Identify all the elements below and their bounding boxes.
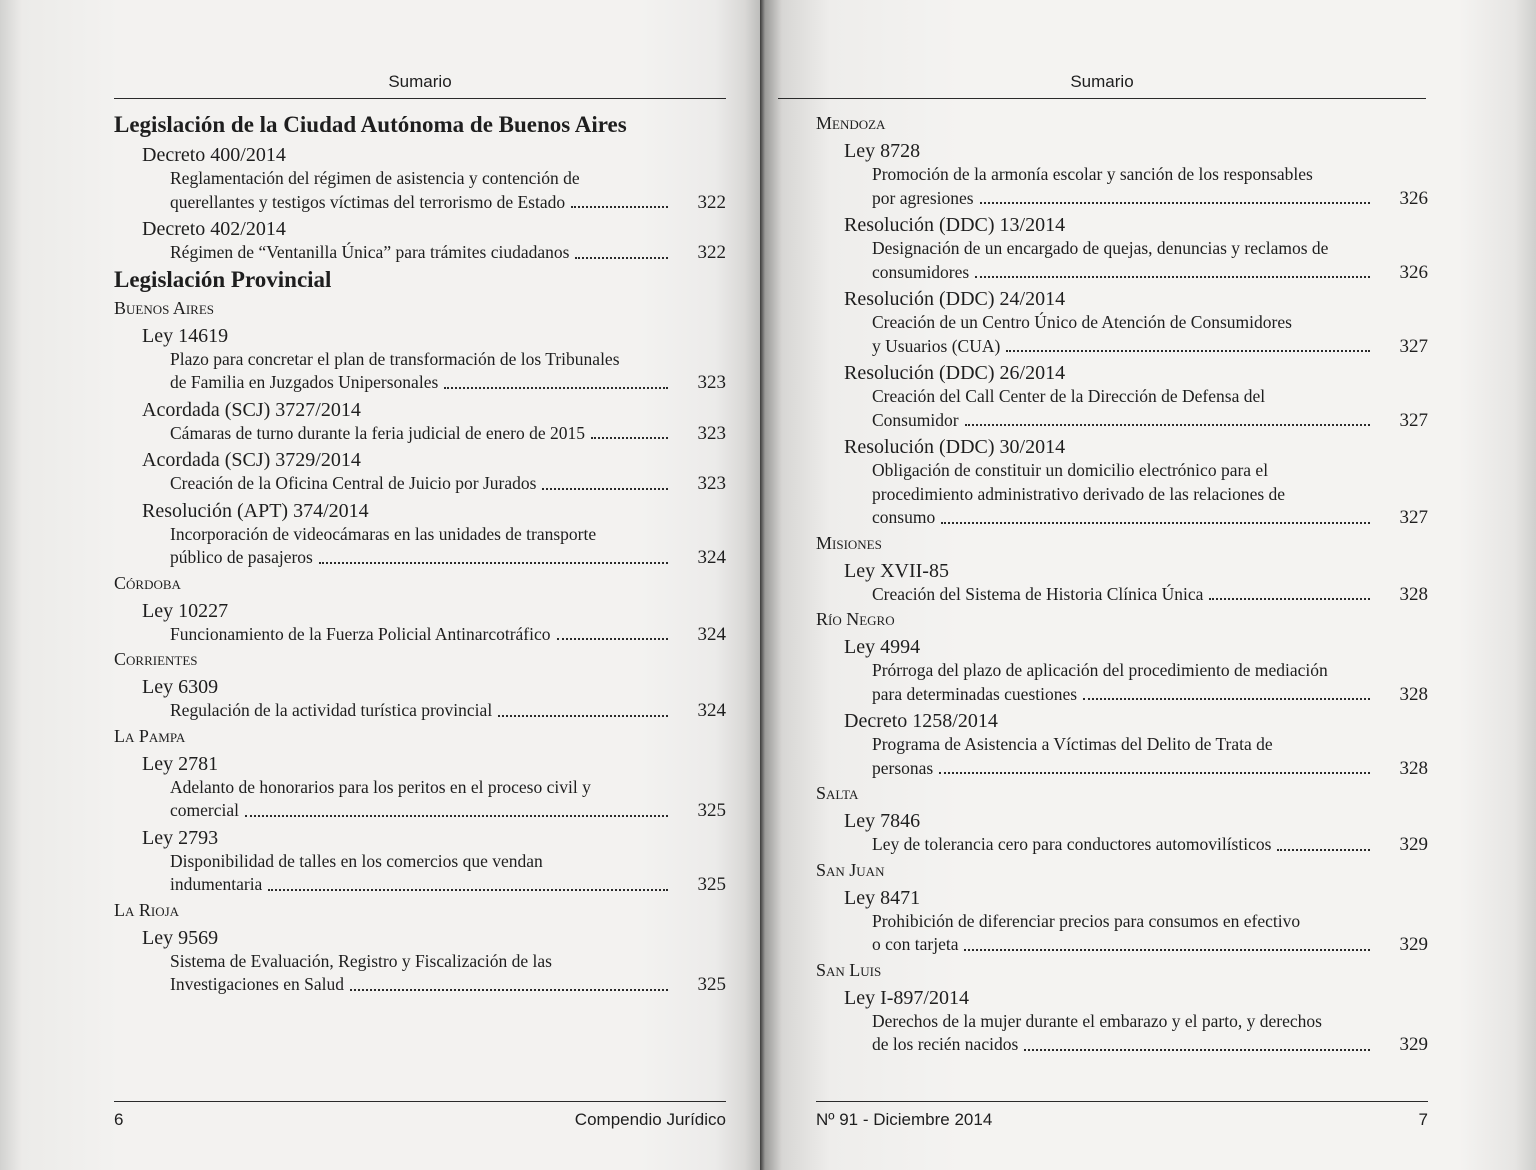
entry-line: consumidores [872, 261, 970, 282]
issue-date: Nº 91 - Diciembre 2014 [816, 1110, 993, 1129]
norm-title: Resolución (DDC) 30/2014 [844, 436, 1066, 458]
page-header: Sumario [114, 72, 726, 99]
toc-entry [872, 163, 1428, 210]
entry-line: Obligación de constituir un domicilio electrónico para el [872, 460, 1269, 480]
norm-title: Ley 8728 [844, 140, 921, 162]
entry-last-line [872, 261, 1428, 285]
dot-leader [941, 522, 1370, 524]
page-reference: 324 [697, 700, 726, 721]
province-heading: Salta [816, 783, 859, 803]
province-heading: San Juan [816, 859, 885, 880]
entry-line: Prohibición de diferenciar precios para consumos en efectivo [872, 910, 1301, 931]
page-reference: 329 [1399, 1034, 1428, 1055]
entry-line: Promoción de la armonía escolar y sanción de los responsables [872, 164, 1313, 184]
entry-last-line [170, 422, 726, 446]
norm-title: Decreto 400/2014 [142, 144, 286, 166]
toc-entry [170, 776, 726, 823]
entry-line: para determinadas cuestiones [872, 683, 1078, 704]
entry-line: Plazo para concretar el plan de transformación de los Tribunales [170, 348, 620, 369]
page-reference: 327 [1399, 409, 1428, 431]
page-number: 7 [1418, 1110, 1428, 1129]
province-heading: Corrientes [114, 649, 198, 669]
dot-leader [268, 889, 668, 891]
norm-title: Resolución (DDC) 26/2014 [844, 362, 1066, 384]
dot-leader [444, 387, 668, 389]
dot-leader [965, 424, 1370, 426]
entry-line: Creación de la Oficina Central de Juicio por Jurados [170, 473, 537, 493]
dot-leader [1277, 849, 1370, 851]
page-reference: 326 [1399, 187, 1428, 209]
entry-line: Consumidor [872, 409, 959, 430]
toc-entry [170, 472, 726, 496]
section-heading: Legislación Provincial [114, 266, 332, 292]
page-footer [114, 1101, 726, 1138]
page-reference: 325 [697, 874, 726, 895]
province-heading: Río Negro [816, 609, 895, 629]
entry-line: consumo [872, 507, 936, 527]
page-number: 6 [114, 1110, 124, 1129]
entry-line: Funcionamiento de la Fuerza Policial Antinarcotráfico [170, 623, 551, 644]
page-reference: 324 [697, 547, 726, 568]
entry-line: Designación de un encargado de quejas, denuncias y reclamos de [872, 238, 1329, 258]
toc-entry [170, 348, 726, 395]
toc-entry [170, 950, 726, 997]
entry-last-line [170, 623, 726, 647]
entry-last-line [170, 241, 726, 265]
norm-title: Acordada (SCJ) 3727/2014 [142, 398, 361, 421]
toc-entry [872, 910, 1428, 957]
norm-title: Resolución (DDC) 13/2014 [844, 214, 1066, 236]
entry-line: personas [872, 757, 934, 778]
page-reference: 328 [1399, 683, 1428, 705]
province-heading: San Luis [816, 959, 882, 980]
dot-leader [571, 206, 668, 208]
page-reference: 322 [697, 191, 726, 213]
toc-entry [170, 167, 726, 214]
entry-line: comercial [170, 800, 239, 820]
entry-line: Creación de un Centro Único de Atención de Consumidores [872, 312, 1292, 332]
entry-last-line [170, 472, 726, 496]
norm-title: Ley 2793 [142, 826, 219, 849]
dot-leader [1024, 1049, 1370, 1051]
norm-title: Ley 7846 [844, 810, 921, 832]
entry-line: Investigaciones en Salud [170, 974, 344, 994]
norm-title: Ley 10227 [142, 599, 229, 622]
norm-title: Ley I-897/2014 [844, 986, 969, 1009]
page-reference: 323 [697, 372, 726, 393]
page-reference: 325 [697, 800, 726, 821]
page-reference: 324 [697, 623, 726, 645]
entry-last-line [872, 506, 1428, 530]
toc-entry [872, 1010, 1428, 1057]
entry-line: Disponibilidad de talles en los comercios que vendan [170, 850, 543, 871]
entry-last-line [170, 873, 726, 897]
entry-line: Prórroga del plazo de aplicación del procedimiento de mediación [872, 660, 1328, 680]
dot-leader [591, 437, 668, 439]
toc-entry [872, 311, 1428, 358]
entry-line: Incorporación de videocámaras en las unidades de transporte [170, 523, 597, 544]
entry-line: y Usuarios (CUA) [872, 335, 1001, 356]
province-heading: Córdoba [114, 572, 181, 593]
table-of-contents [114, 110, 726, 997]
page-reference: 323 [697, 422, 726, 444]
page-reference: 328 [1399, 583, 1428, 605]
norm-title: Resolución (APT) 374/2014 [142, 499, 369, 522]
toc-entry [170, 422, 726, 446]
norm-title: Resolución (DDC) 24/2014 [844, 288, 1066, 310]
dot-leader [1083, 698, 1370, 700]
entry-line: de Familia en Juzgados Unipersonales [170, 372, 439, 392]
entry-last-line [872, 683, 1428, 707]
entry-last-line [170, 546, 726, 570]
entry-line: indumentaria [170, 874, 263, 894]
entry-line: Reglamentación del régimen de asistencia y contención de [170, 168, 580, 188]
norm-title: Ley 6309 [142, 676, 219, 698]
toc-entry [872, 833, 1428, 857]
entry-last-line [170, 191, 726, 215]
entry-line: Ley de tolerancia cero para conductores automovilísticos [872, 834, 1272, 854]
publication-title: Compendio Jurídico [574, 1110, 726, 1129]
entry-line: Cámaras de turno durante la feria judicial de enero de 2015 [170, 422, 585, 443]
dot-leader [498, 715, 668, 717]
page-reference: 325 [697, 974, 726, 995]
entry-last-line [872, 409, 1428, 433]
entry-line: Creación del Sistema de Historia Clínica Única [872, 583, 1204, 604]
page-footer [816, 1101, 1428, 1138]
entry-line: Régimen de “Ventanilla Única” para trámites ciudadanos [170, 242, 570, 262]
dot-leader [975, 276, 1370, 278]
left-page [0, 0, 760, 1170]
entry-line: Creación del Call Center de la Dirección de Defensa del [872, 386, 1266, 406]
norm-title: Acordada (SCJ) 3729/2014 [142, 449, 361, 471]
toc-entry [170, 850, 726, 897]
page-reference: 329 [1399, 934, 1428, 955]
entry-line: querellantes y testigos víctimas del terrorismo de Estado [170, 191, 566, 212]
entry-last-line [872, 933, 1428, 957]
toc-entry [872, 583, 1428, 607]
entry-last-line [170, 371, 726, 395]
page-reference: 328 [1399, 757, 1428, 779]
dot-leader [1006, 350, 1370, 352]
norm-title: Ley XVII-85 [844, 559, 949, 582]
norm-title: Ley 2781 [142, 752, 219, 775]
province-heading: Misiones [816, 532, 882, 553]
toc-entry [170, 699, 726, 723]
page-reference: 322 [697, 242, 726, 263]
entry-last-line [872, 335, 1428, 359]
right-page [760, 0, 1536, 1170]
toc-entry [872, 659, 1428, 706]
entry-line: Programa de Asistencia a Víctimas del Delito de Trata de [872, 734, 1273, 754]
toc-entry [872, 733, 1428, 780]
province-heading: La Pampa [114, 725, 186, 746]
dot-leader [980, 202, 1370, 204]
norm-title: Ley 14619 [142, 324, 229, 347]
entry-line: Adelanto de honorarios para los peritos en el proceso civil y [170, 776, 591, 797]
norm-title: Decreto 402/2014 [142, 218, 286, 240]
entry-last-line [872, 583, 1428, 607]
entry-last-line [872, 1033, 1428, 1057]
norm-title: Ley 9569 [142, 926, 219, 949]
dot-leader [350, 989, 668, 991]
page-header: Sumario [778, 72, 1426, 99]
entry-line: Sistema de Evaluación, Registro y Fiscalización de las [170, 950, 552, 971]
dot-leader [939, 772, 1370, 774]
province-heading: Mendoza [816, 113, 886, 133]
entry-last-line [872, 833, 1428, 857]
dot-leader [557, 638, 668, 640]
dot-leader [964, 949, 1370, 951]
entry-last-line [872, 187, 1428, 211]
entry-line: Regulación de la actividad turística provincial [170, 700, 493, 720]
dot-leader [575, 257, 668, 259]
toc-entry [170, 523, 726, 570]
province-heading: Buenos Aires [114, 297, 215, 318]
dot-leader [1209, 598, 1370, 600]
dot-leader [542, 488, 668, 490]
entry-line: público de pasajeros [170, 547, 313, 567]
entry-line: procedimiento administrativo derivado de las relaciones de [872, 483, 1286, 504]
page-reference: 327 [1399, 507, 1428, 528]
page-reference: 329 [1399, 834, 1428, 855]
page-reference: 326 [1399, 261, 1428, 283]
entry-line: Derechos de la mujer durante el embarazo y el parto, y derechos [872, 1010, 1322, 1031]
entry-line: por agresiones [872, 187, 974, 208]
table-of-contents [816, 110, 1428, 1057]
dot-leader [245, 815, 668, 817]
toc-entry [170, 623, 726, 647]
dot-leader [319, 562, 668, 564]
norm-title: Decreto 1258/2014 [844, 710, 998, 732]
toc-entry [872, 237, 1428, 284]
toc-entry [872, 459, 1428, 530]
norm-title: Ley 8471 [844, 886, 921, 909]
entry-last-line [872, 757, 1428, 781]
entry-line: de los recién nacidos [872, 1034, 1019, 1054]
page-reference: 323 [697, 473, 726, 494]
entry-last-line [170, 799, 726, 823]
entry-line: o con tarjeta [872, 934, 959, 954]
entry-last-line [170, 699, 726, 723]
norm-title: Ley 4994 [844, 636, 921, 658]
toc-entry [872, 385, 1428, 432]
province-heading: La Rioja [114, 899, 180, 920]
toc-entry [170, 241, 726, 265]
entry-last-line [170, 973, 726, 997]
section-heading: Legislación de la Ciudad Autónoma de Buenos Aires [114, 112, 627, 137]
page-reference: 327 [1399, 335, 1428, 357]
